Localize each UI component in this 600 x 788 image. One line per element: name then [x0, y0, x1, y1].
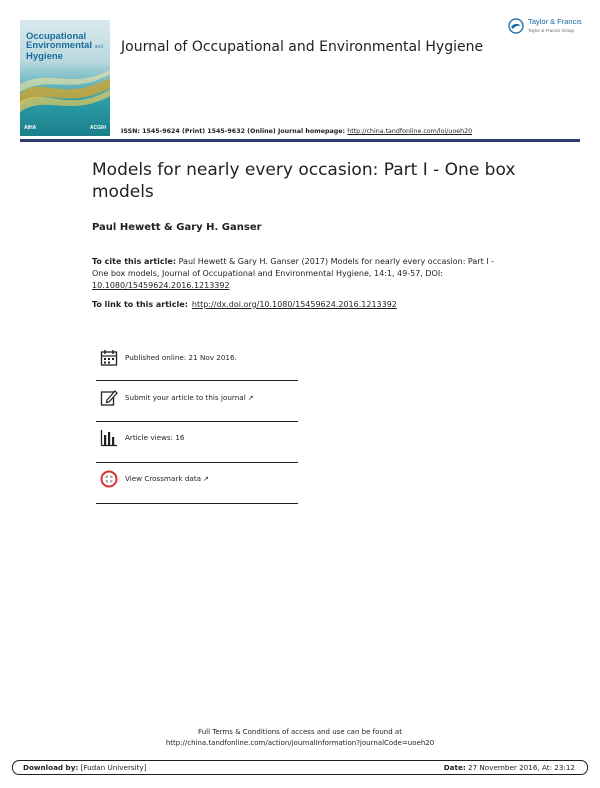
citation-doi-link[interactable]: 10.1080/15459624.2016.1213392	[92, 281, 230, 290]
publisher-logo-icon	[508, 18, 524, 34]
article-views-text: Article views: 16	[125, 433, 185, 442]
downloaded-by-value: [Fudan University]	[78, 763, 147, 772]
publisher-logo	[508, 16, 590, 40]
cover-logo-right: ACGIH	[89, 125, 106, 131]
link-label: To link to this article:	[92, 300, 188, 309]
downloaded-by-label: Download by:	[23, 763, 79, 772]
issn-line	[121, 128, 472, 135]
downloaded-by	[23, 763, 147, 772]
terms-notice	[0, 727, 600, 749]
bar-chart-icon	[100, 429, 118, 447]
cover-title-line-1: Occupational	[26, 31, 87, 42]
article-title: Models for nearly every occasion: Part I - One box models	[92, 160, 516, 202]
citation-text: Paul Hewett & Gary H. Ganser (2017) Models for nearly every occasion: Part I - One box models, Journal of Occupational and Environmental Hygiene, 14:1, 49-57, DOI:	[92, 257, 495, 278]
divider-2	[96, 421, 298, 422]
journal-title: Journal of Occupational and Environmental Hygiene	[121, 39, 484, 55]
article-views-row	[96, 429, 298, 449]
issn-text: ISSN: 1545-9624 (Print) 1545-9632 (Online) Journal homepage:	[121, 128, 348, 135]
divider-1	[96, 380, 298, 381]
calendar-icon	[100, 349, 118, 367]
publisher-subtitle: Taylor & Francis Group	[528, 28, 575, 33]
article-doi-link[interactable]: http://dx.doi.org/10.1080/15459624.2016.1213392	[191, 300, 397, 309]
divider-4	[96, 503, 298, 504]
citation-label: To cite this article:	[92, 257, 177, 266]
download-info-bar	[12, 760, 588, 775]
divider-3	[96, 462, 298, 463]
edit-icon	[100, 389, 118, 407]
citation-block	[92, 256, 512, 292]
cover-title-line-2: Environmental and	[26, 40, 103, 51]
cover-title	[26, 32, 108, 61]
download-date-label: Date:	[443, 763, 466, 772]
external-link-icon: ↗	[247, 394, 254, 402]
article-authors: Paul Hewett & Gary H. Ganser	[92, 222, 262, 233]
link-block	[92, 300, 397, 309]
crossmark-row[interactable]	[96, 470, 298, 490]
submit-article-link[interactable]	[125, 393, 254, 402]
crossmark-text: View Crossmark data	[125, 474, 202, 483]
publisher-name: Taylor & Francis	[528, 17, 582, 26]
terms-url-link[interactable]: http://china.tandfonline.com/action/journalInformation?journalCode=uoeh20	[165, 739, 435, 747]
journal-homepage-link[interactable]: http://china.tandfonline.com/loi/uoeh20	[347, 128, 473, 135]
journal-cover-image	[20, 20, 110, 136]
download-date	[444, 763, 575, 772]
download-date-value: 27 November 2016, At: 23:12	[465, 763, 575, 772]
submit-article-row[interactable]	[96, 389, 298, 409]
header-divider	[20, 139, 580, 142]
terms-line-1: Full Terms & Conditions of access and use can be found at	[198, 728, 402, 736]
published-online-row	[96, 349, 298, 369]
cover-swirl-graphic	[20, 64, 110, 122]
cover-title-line-3: Hygiene	[26, 51, 63, 62]
published-online-text: Published online: 21 Nov 2016.	[125, 353, 237, 362]
cover-logo-left: AIHA	[24, 125, 37, 131]
crossmark-icon	[100, 470, 118, 488]
cover-logos	[24, 125, 106, 131]
submit-article-text: Submit your article to this journal	[125, 393, 246, 402]
external-link-icon: ↗	[203, 475, 209, 483]
crossmark-link[interactable]	[125, 474, 209, 483]
